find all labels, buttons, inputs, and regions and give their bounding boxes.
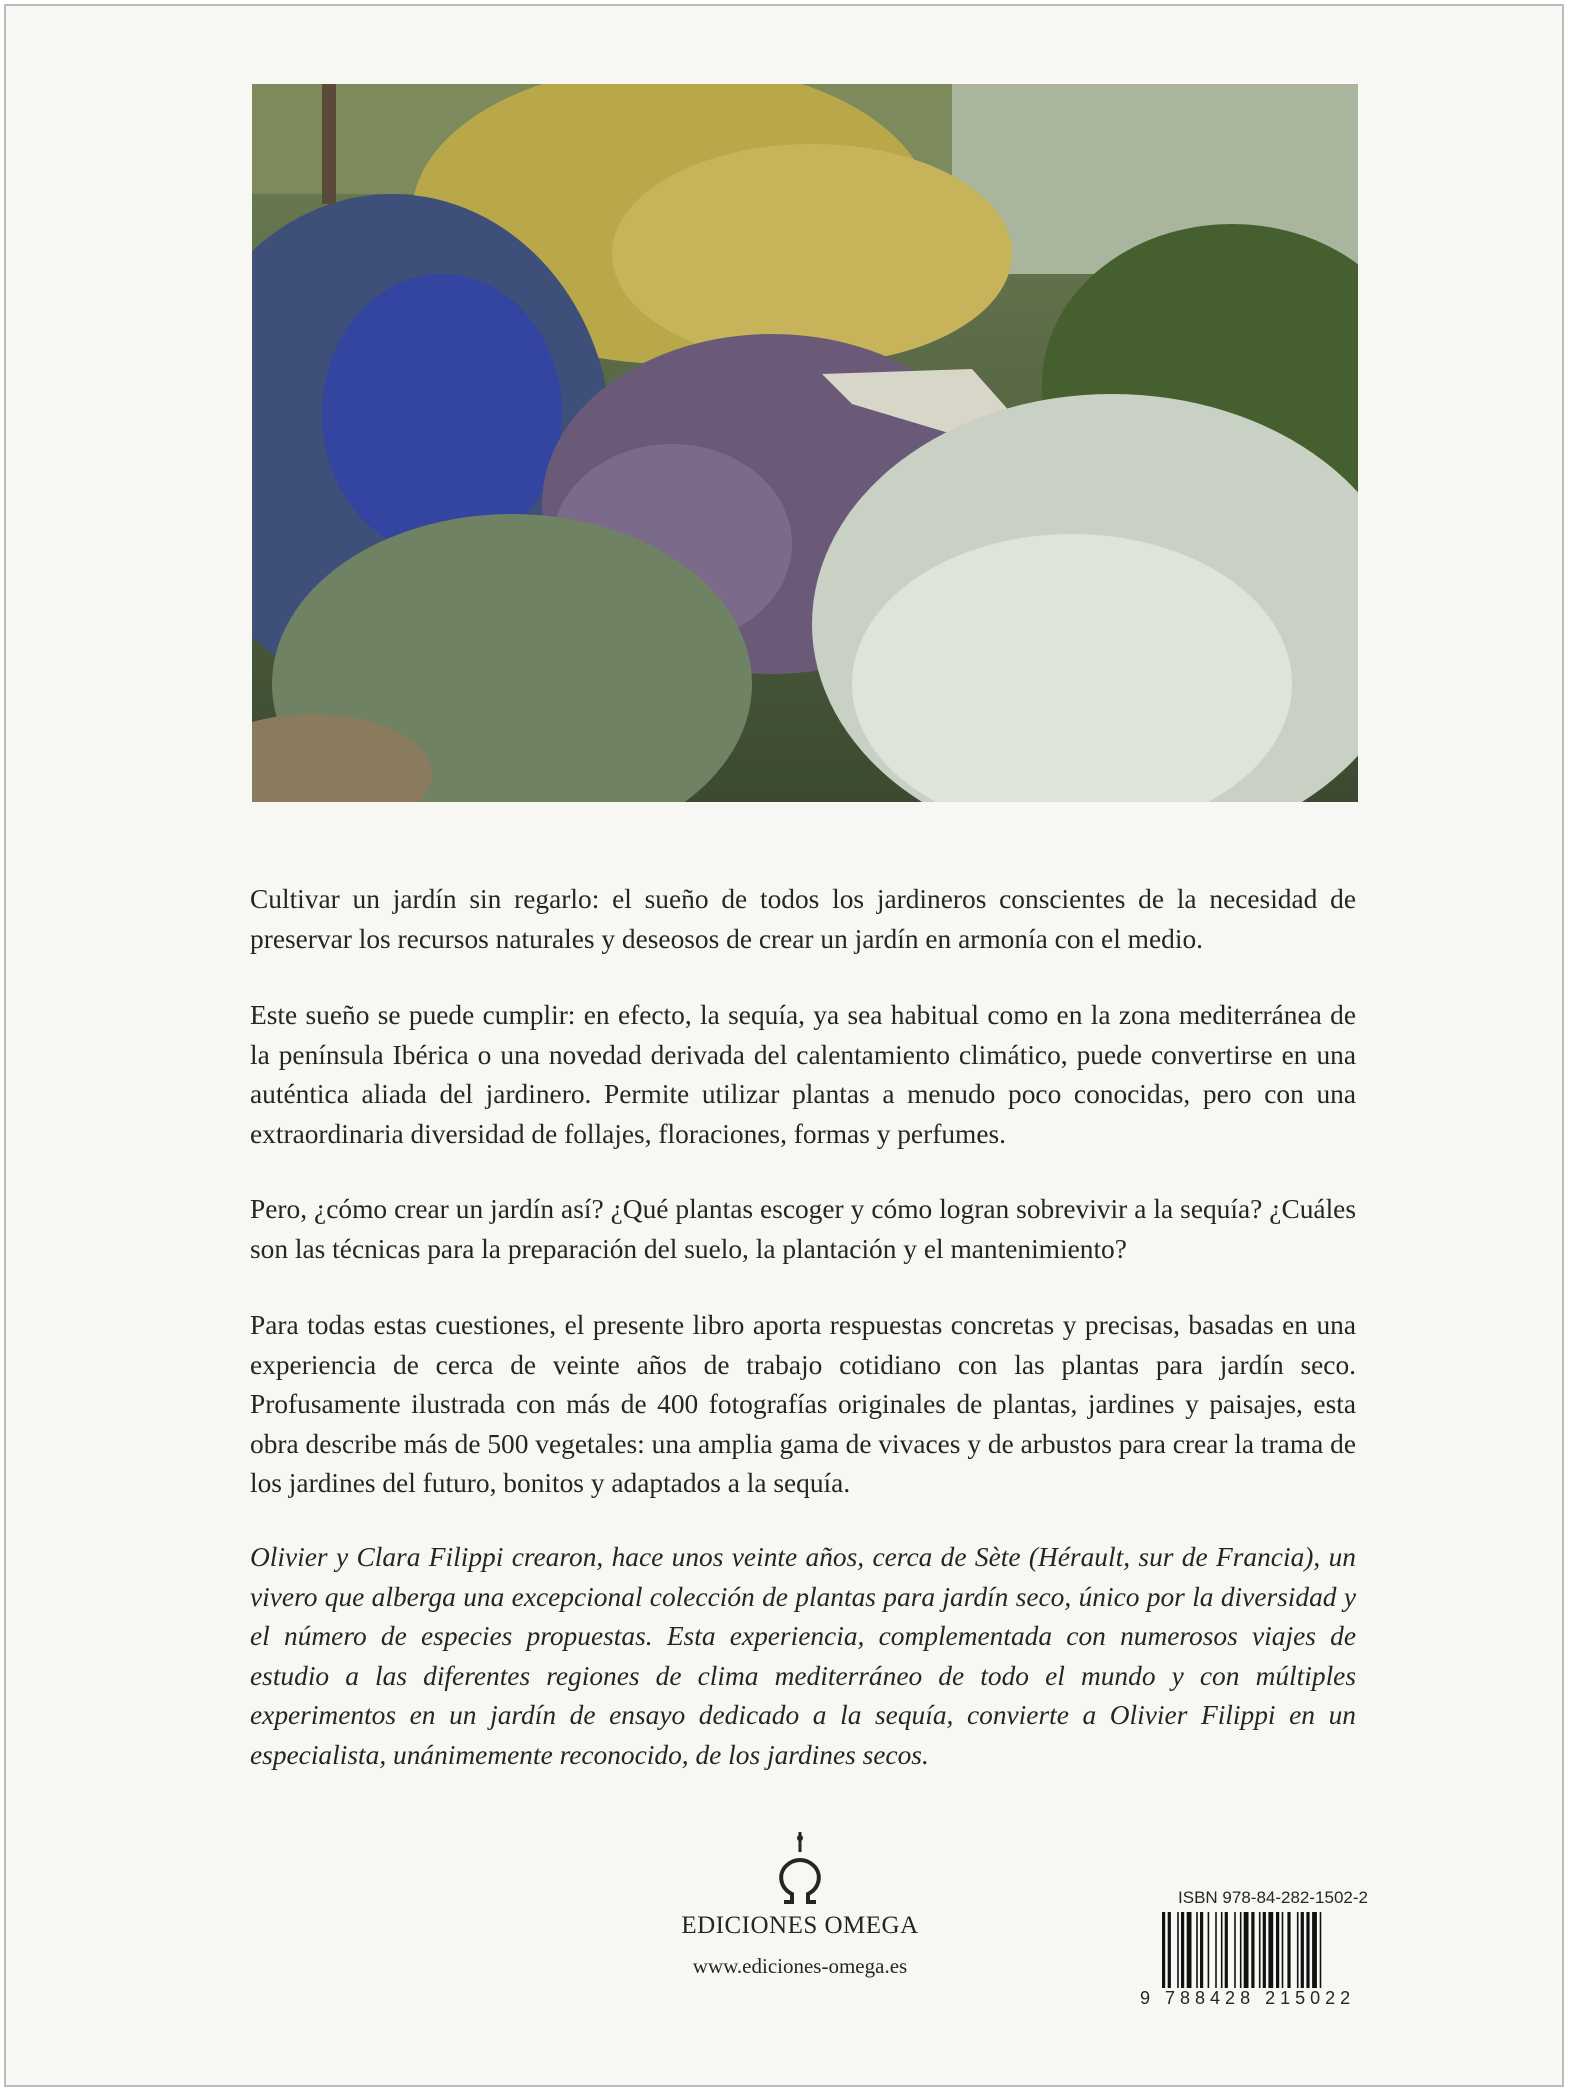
barcode-bar <box>1268 1912 1273 1988</box>
barcode-bar <box>1225 1912 1228 1988</box>
barcode-bar <box>1263 1912 1266 1988</box>
barcode-bar <box>1168 1912 1171 1988</box>
omega-logo-icon <box>770 1830 830 1910</box>
barcode-bar <box>1287 1912 1290 1988</box>
body-paragraph-drought: Este sueño se puede cumplir: en efecto, la sequía, ya sea habitual como en la zona mediterránea de la península Ibérica o una novedad derivada del calentamiento climático, puede convertirse en una auténtica aliada del jardinero. Permite utilizar plantas a menudo poco conocidas, pero con una extraordinaria diversidad de follajes, floraciones, formas y perfumes. <box>250 1000 1356 1149</box>
barcode-bar <box>1259 1912 1261 1988</box>
intro-paragraph: Cultivar un jardín sin regarlo: el sueño de todos los jardineros conscientes de la necesidad de preservar los recursos naturales y deseosos de crear un jardín en armonía con el medio. <box>250 884 1356 954</box>
barcode-bar <box>1244 1912 1249 1988</box>
barcode-bar <box>1234 1912 1236 1988</box>
publisher-name: EDICIONES OMEGA <box>681 1912 919 1939</box>
barcode-bar <box>1215 1912 1217 1988</box>
barcode-bar <box>1162 1912 1165 1988</box>
barcode-bar <box>1312 1912 1317 1988</box>
barcode-bar <box>1301 1912 1304 1988</box>
barcode-bar <box>1320 1912 1322 1988</box>
barcode-bar <box>1221 1912 1223 1988</box>
barcode-bar <box>1181 1912 1184 1988</box>
body-paragraph-book: Para todas estas cuestiones, el presente libro aporta respuestas concretas y precisas, basadas en una experiencia de cerca de veinte años de trabajo cotidiano con las plantas para jardín seco. Profusamente ilustrada con más de 400 fotografías originales de plantas, jardines y paisajes, esta obra describe más de 500 vegetales: una amplia gama de vivaces y de arbustos para crear la trama de los jardines del futuro, bonitos y adaptados a la sequía. <box>250 1310 1356 1498</box>
barcode-bar <box>1282 1912 1284 1988</box>
barcode-bar <box>1187 1912 1192 1988</box>
barcode-digits: 9 788428 215022 <box>1140 1988 1356 2008</box>
isbn-label: ISBN 978-84-282-1502-2 <box>1178 1888 1368 1907</box>
barcode-bar <box>1177 1912 1179 1988</box>
barcode-bar <box>1208 1912 1210 1988</box>
isbn-barcode <box>1160 1912 1370 1988</box>
barcode-bar <box>1297 1912 1299 1988</box>
author-bio-paragraph: Olivier y Clara Filippi crearon, hace unos veinte años, cerca de Sète (Hérault, sur de Francia), un vivero que alberga una excepcional colección de plantas para jardín seco, único por la diversidad y el número de especies propuestas. Esta experiencia, complementada con numerosos viajes de estudio a las diferentes regiones de clima mediterráneo de todo el mundo y con múltiples experimentos en un jardín de ensayo dedicado a la sequía, convierte a Olivier Filippi en un especialista, unánimemente reconocido, de los jardines secos. <box>250 1542 1356 1770</box>
publisher-website: www.ediciones-omega.es <box>692 1954 908 1978</box>
body-paragraph-questions: Pero, ¿cómo crear un jardín así? ¿Qué plantas escoger y cómo logran sobrevivir a la sequía? ¿Cuáles son las técnicas para la preparación del suelo, la plantación y el mantenimiento? <box>250 1194 1356 1264</box>
barcode-bar <box>1306 1912 1309 1988</box>
garden-photo-image <box>252 84 1358 802</box>
garden-photo <box>252 84 1358 802</box>
barcode-bar <box>1251 1912 1254 1988</box>
barcode-bar <box>1240 1912 1242 1988</box>
barcode-bar <box>1196 1912 1198 1988</box>
barcode-bar <box>1276 1912 1279 1988</box>
barcode-bar <box>1200 1912 1203 1988</box>
